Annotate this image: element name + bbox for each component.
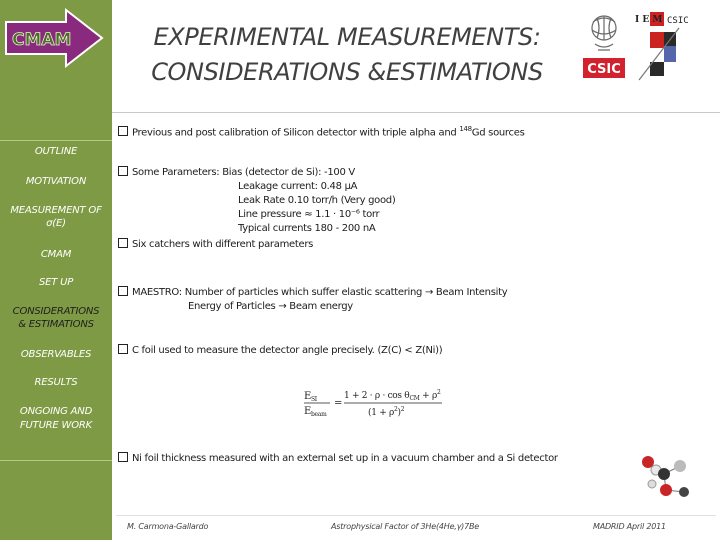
param-leak-rate: Leak Rate 0.10 torr/h (Very good) (238, 195, 396, 206)
molecule-icon (636, 452, 696, 502)
bullet-ni-foil: Ni foil thickness measured with an external set up in a vacuum chamber and a Si detector (118, 452, 558, 465)
param-typical-currents: Typical currents 180 - 200 nA (238, 223, 376, 234)
sidebar-item-measurement[interactable]: MEASUREMENT OF (10, 205, 102, 216)
iem-csic-logo (629, 10, 691, 88)
checkbox-bullet-icon (118, 126, 128, 136)
footer-divider (116, 515, 716, 516)
sidebar-item-results[interactable]: RESULTS (34, 377, 78, 388)
sidebar-item-ongoing[interactable]: ONGOING AND (19, 406, 93, 417)
header-divider (112, 112, 720, 113)
sidebar-item-cmam[interactable]: CMAM (40, 249, 72, 260)
param-line-pressure: Line pressure ≈ 1.1 · 10⁻⁶ torr (238, 209, 380, 220)
page-title-line2: CONSIDERATIONS &ESTIMATIONS (151, 58, 543, 86)
svg-text:Ebeam: $E_{beam}$ (304, 406, 327, 418)
page-title (122, 20, 572, 90)
energy-ratio-formula (304, 386, 444, 420)
checkbox-bullet-icon (118, 166, 128, 176)
checkbox-bullet-icon (118, 238, 128, 248)
cmam-logo (4, 8, 104, 68)
nav-divider (0, 140, 112, 141)
iem-logo-csic-text: CSIC (667, 16, 689, 26)
sidebar-item-considerations[interactable]: CONSIDERATIONS (12, 306, 100, 317)
sidebar-item-future-work[interactable]: FUTURE WORK (19, 420, 92, 431)
sidebar-item-measurement-sigma[interactable]: σ(E) (46, 218, 66, 229)
sidebar-item-motivation[interactable]: MOTIVATION (25, 176, 87, 187)
svg-text:=: = (334, 398, 343, 409)
bullet-catchers: Six catchers with different parameters (118, 238, 313, 251)
maestro-energy-line: Energy of Particles → Beam energy (188, 301, 353, 312)
footer-talk-title: Astrophysical Factor of 3He(4He,γ)7Be (331, 522, 479, 531)
bullet-maestro: MAESTRO: Number of particles which suffer elastic scattering → Beam Intensity (118, 286, 507, 299)
bullet-c-foil: C foil used to measure the detector angle precisely. (Z(C) < Z(Ni)) (118, 344, 442, 357)
sidebar-item-outline[interactable]: OUTLINE (34, 146, 78, 157)
param-leakage-current: Leakage current: 0.48 μA (238, 181, 358, 192)
checkbox-bullet-icon (118, 344, 128, 354)
sidebar-item-setup[interactable]: SET UP (38, 277, 74, 288)
bullet-parameters: Some Parameters: Bias (detector de Si): -100 V (118, 166, 355, 179)
checkbox-bullet-icon (118, 452, 128, 462)
csic-logo (583, 10, 625, 80)
svg-text:ESI: $E_{SI}$ (304, 391, 317, 403)
csic-logo-text: CSIC (587, 62, 621, 77)
svg-text:1 + 2 · ρ · cos θCM + ρ2: $1 + 2 \cdot \rho \cdot \cos \theta_{CM} + \rho^2$ (344, 389, 441, 402)
cmam-logo-text: CMAM (12, 30, 72, 50)
iem-logo-letters: I E M (635, 15, 663, 25)
page-title-line1: EXPERIMENTAL MEASUREMENTS: (153, 23, 541, 51)
bullet-calibration: Previous and post calibration of Silicon detector with triple alpha and $^{148}$Gd sources (118, 123, 524, 139)
footer-author: M. Carmona-Gallardo (127, 522, 209, 531)
sidebar-item-considerations-estimations[interactable]: & ESTIMATIONS (18, 319, 94, 330)
footer-place-date: MADRID April 2011 (593, 522, 666, 531)
svg-text:(1 + ρ2)2: $(1 + \rho^2)^2$ (368, 406, 405, 418)
sidebar-item-observables[interactable]: OBSERVABLES (20, 349, 92, 360)
sidebar (0, 0, 112, 540)
nav-divider (0, 460, 112, 461)
checkbox-bullet-icon (118, 286, 128, 296)
